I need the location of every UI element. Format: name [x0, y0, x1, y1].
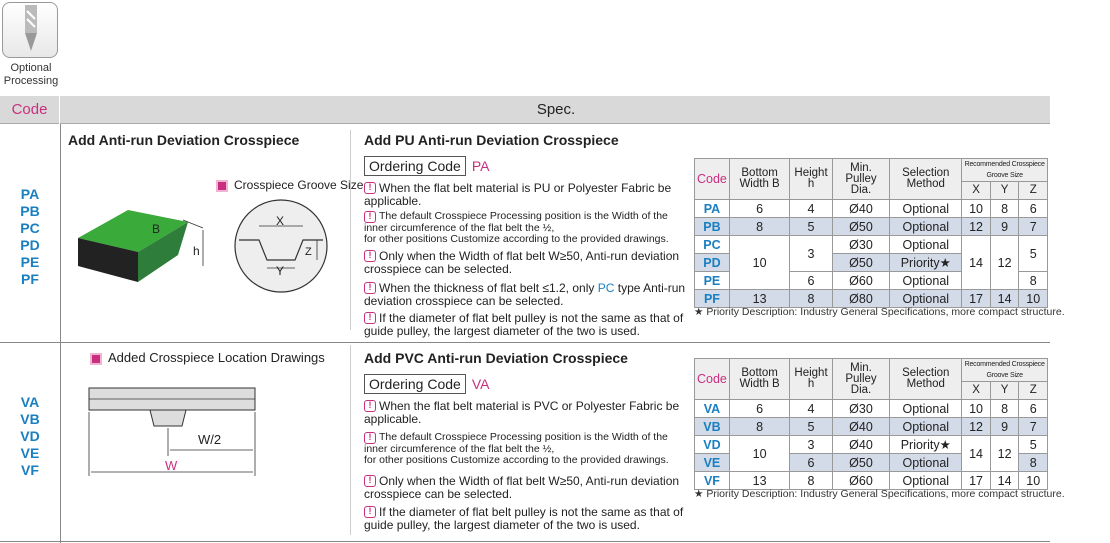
- table-row: [695, 236, 1048, 254]
- table-cell: 6: [790, 272, 832, 290]
- warning-icon: !: [364, 211, 376, 223]
- table-cell: 7: [1019, 218, 1048, 236]
- location-drawing: [88, 384, 258, 489]
- table-cell: 5: [790, 218, 832, 236]
- divider: [350, 130, 351, 330]
- table-cell: 8: [790, 290, 832, 308]
- section1-codes: [0, 186, 60, 288]
- note: ! When the flat belt material is PU or Polyester Fabric be applicable.: [364, 181, 672, 208]
- warning-icon: !: [364, 432, 376, 444]
- table-cell: 10: [1019, 472, 1048, 490]
- table-cell: Ø30: [832, 400, 890, 418]
- table-cell: 3: [790, 236, 832, 272]
- table-cell: 9: [990, 218, 1019, 236]
- table-cell: 9: [990, 418, 1019, 436]
- table-cell: 8: [1019, 454, 1048, 472]
- divider: [350, 345, 351, 535]
- note: ! When the flat belt material is PVC or Polyester Fabric be applicable.: [364, 399, 680, 426]
- table-cell: 6: [790, 454, 832, 472]
- note: ! The default Crosspiece Processing position is the Width of the inner circumference of the flat belt the ½, for other positions Customize according to the provided drawings.: [364, 431, 669, 466]
- table-cell: 6: [1019, 400, 1048, 418]
- table-cell: 8: [990, 400, 1019, 418]
- table-cell: 7: [1019, 418, 1048, 436]
- spec-table-pvc: [694, 358, 1048, 490]
- table-cell: Optional: [890, 218, 962, 236]
- ordering-label: Ordering Code: [364, 156, 466, 176]
- table-cell: Min. Pulley Dia.: [832, 159, 890, 200]
- optional-processing-icon: [2, 2, 58, 58]
- table-cell: Optional: [890, 290, 962, 308]
- table-row: [695, 290, 1048, 308]
- code-item: VF: [21, 462, 39, 478]
- table-cell: Ø40: [832, 200, 890, 218]
- table-cell: 10: [729, 236, 789, 290]
- table-cell: Bottom Width B: [729, 159, 789, 200]
- table-cell: 8: [990, 200, 1019, 218]
- table-cell: Optional: [890, 472, 962, 490]
- table-cell: Z: [1019, 182, 1048, 200]
- section1-left-title: Add Anti-run Deviation Crosspiece: [68, 132, 300, 148]
- table-cell: Ø60: [832, 272, 890, 290]
- table-row: [695, 218, 1048, 236]
- table-cell: PF: [695, 290, 730, 308]
- table-cell: 6: [1019, 200, 1048, 218]
- section1-title: Add PU Anti-run Deviation Crosspiece: [364, 132, 619, 148]
- dim-x: X: [276, 214, 285, 228]
- table-cell: Optional: [890, 272, 962, 290]
- table-cell: Ø50: [832, 454, 890, 472]
- table-cell: PE: [695, 272, 730, 290]
- warning-icon: !: [364, 250, 376, 262]
- table-cell: 14: [962, 436, 991, 472]
- table-cell: VE: [695, 454, 730, 472]
- table-cell: 8: [729, 418, 789, 436]
- ordering-label: Ordering Code: [364, 374, 466, 394]
- table-cell: 10: [1019, 290, 1048, 308]
- table-cell: 8: [729, 218, 789, 236]
- code-item: VB: [20, 411, 40, 427]
- note: ! When the thickness of flat belt ≤1.2, only PC type Anti-run deviation crosspiece can be selected.: [364, 281, 686, 308]
- note: ! If the diameter of flat belt pulley is not the same as that of guide pulley, the largest diameter of the two is used.: [364, 311, 684, 338]
- table-cell: 4: [790, 400, 832, 418]
- code-item: VD: [20, 428, 40, 444]
- table-cell: 13: [729, 290, 789, 308]
- dim-y: Y: [276, 264, 285, 278]
- table-cell: X: [962, 182, 991, 200]
- table-cell: Ø50: [832, 254, 890, 272]
- table-cell: Z: [1019, 382, 1048, 400]
- priority-note: ★ Priority Description: Industry General Specifications, more compact structure.: [694, 488, 1065, 500]
- dim-b: B: [152, 222, 161, 236]
- table-cell: Y: [990, 182, 1019, 200]
- table-cell: 10: [729, 436, 789, 472]
- warning-icon: !: [364, 312, 376, 324]
- table-cell: PD: [695, 254, 730, 272]
- section2-title: Add PVC Anti-run Deviation Crosspiece: [364, 350, 628, 366]
- table-cell: 5: [1019, 236, 1048, 272]
- table-cell: Code: [695, 159, 730, 200]
- table-cell: Selection Method: [890, 159, 962, 200]
- table-cell: 12: [962, 218, 991, 236]
- priority-note: ★ Priority Description: Industry General Specifications, more compact structure.: [694, 306, 1065, 318]
- table-cell: Ø30: [832, 236, 890, 254]
- code-item: PA: [20, 186, 40, 202]
- table-cell: VD: [695, 436, 730, 454]
- table-cell: Ø80: [832, 290, 890, 308]
- ordering-code: VA: [471, 376, 490, 392]
- note: ! The default Crosspiece Processing position is the Width of the inner circumference of the flat belt the ½, for other positions Customize according to the provided drawings.: [364, 210, 669, 245]
- ordering-code-row: [364, 156, 489, 176]
- table-cell: Optional: [890, 200, 962, 218]
- warning-icon: !: [364, 182, 376, 194]
- section2-left-title: Added Crosspiece Location Drawings: [90, 350, 325, 365]
- table-cell: Code: [695, 359, 730, 400]
- spec-table-pu: [694, 158, 1048, 308]
- table-cell: 12: [990, 436, 1019, 472]
- header-spec: Spec.: [536, 101, 576, 118]
- table-cell: Recommended Crosspiece Groove Size: [962, 159, 1048, 182]
- table-cell: 10: [962, 400, 991, 418]
- header-code: Code: [0, 96, 60, 124]
- icon-label: Optional Processing: [3, 62, 59, 87]
- warning-icon: !: [364, 282, 376, 294]
- table-cell: 12: [962, 418, 991, 436]
- table-cell: Optional: [890, 418, 962, 436]
- table-row: [695, 200, 1048, 218]
- table-cell: VF: [695, 472, 730, 490]
- table-cell: 5: [1019, 436, 1048, 454]
- table-cell: 13: [729, 472, 789, 490]
- table-cell: Selection Method: [890, 359, 962, 400]
- code-item: PE: [20, 254, 40, 270]
- table-cell: PA: [695, 200, 730, 218]
- table-cell: 6: [729, 200, 789, 218]
- table-cell: 14: [990, 290, 1019, 308]
- dim-w2: W/2: [198, 432, 222, 447]
- note: ! If the diameter of flat belt pulley is not the same as that of guide pulley, the largest diameter of the two is used.: [364, 505, 684, 532]
- label-box-icon: [216, 180, 228, 192]
- table-cell: 17: [962, 290, 991, 308]
- groove-size-label: Crosspiece Groove Size: [216, 178, 363, 192]
- table-cell: VA: [695, 400, 730, 418]
- code-item: PB: [20, 203, 40, 219]
- table-cell: Ø40: [832, 418, 890, 436]
- warning-icon: !: [364, 506, 376, 518]
- table-cell: PB: [695, 218, 730, 236]
- table-row: [695, 472, 1048, 490]
- dim-z: Z: [305, 246, 312, 258]
- table-row: [695, 436, 1048, 454]
- dim-h: h: [193, 244, 200, 258]
- note: ! Only when the Width of flat belt W≥50, Anti-run deviation crosspiece can be selected.: [364, 474, 680, 501]
- table-cell: Priority★: [890, 436, 962, 454]
- priority-cell: Priority★: [890, 254, 962, 272]
- table-cell: Optional: [890, 400, 962, 418]
- divider: [60, 124, 61, 543]
- table-cell: Bottom Width B: [729, 359, 789, 400]
- table-cell: 10: [962, 200, 991, 218]
- table-row: [695, 400, 1048, 418]
- table-cell: VB: [695, 418, 730, 436]
- ordering-code: PA: [471, 158, 490, 174]
- table-cell: 8: [790, 472, 832, 490]
- table-cell: 4: [790, 200, 832, 218]
- table-cell: Ø60: [832, 472, 890, 490]
- note: ! Only when the Width of flat belt W≥50, Anti-run deviation crosspiece can be selected.: [364, 249, 680, 276]
- code-item: VA: [20, 394, 40, 410]
- table-row: [695, 418, 1048, 436]
- dim-w: W: [165, 458, 178, 473]
- warning-icon: !: [364, 400, 376, 412]
- ordering-code-row: [364, 374, 489, 394]
- table-cell: 5: [790, 418, 832, 436]
- table-cell: 14: [990, 472, 1019, 490]
- table-cell: Ø40: [832, 436, 890, 454]
- table-cell: Y: [990, 382, 1019, 400]
- table-cell: X: [962, 382, 991, 400]
- table-cell: 6: [729, 400, 789, 418]
- table-cell: PC: [695, 236, 730, 254]
- table-cell: Height h: [790, 359, 832, 400]
- table-cell: Min. Pulley Dia.: [832, 359, 890, 400]
- table-cell: 3: [790, 436, 832, 454]
- table-cell: Height h: [790, 159, 832, 200]
- table-cell: 14: [962, 236, 991, 290]
- divider: [0, 541, 1050, 542]
- warning-icon: !: [364, 475, 376, 487]
- label-box-icon: [90, 353, 102, 365]
- code-item: PD: [20, 237, 40, 253]
- table-cell: 12: [990, 236, 1019, 290]
- table-cell: Optional: [890, 236, 962, 254]
- code-item: PC: [20, 220, 40, 236]
- table-cell: 8: [1019, 272, 1048, 290]
- code-item: PF: [21, 271, 39, 287]
- table-cell: 17: [962, 472, 991, 490]
- divider: [0, 342, 1050, 343]
- table-cell: Optional: [890, 454, 962, 472]
- table-cell: Recommended Crosspiece Groove Size: [962, 359, 1048, 382]
- code-item: VE: [20, 445, 40, 461]
- section2-codes: [0, 394, 60, 479]
- table-cell: Ø50: [832, 218, 890, 236]
